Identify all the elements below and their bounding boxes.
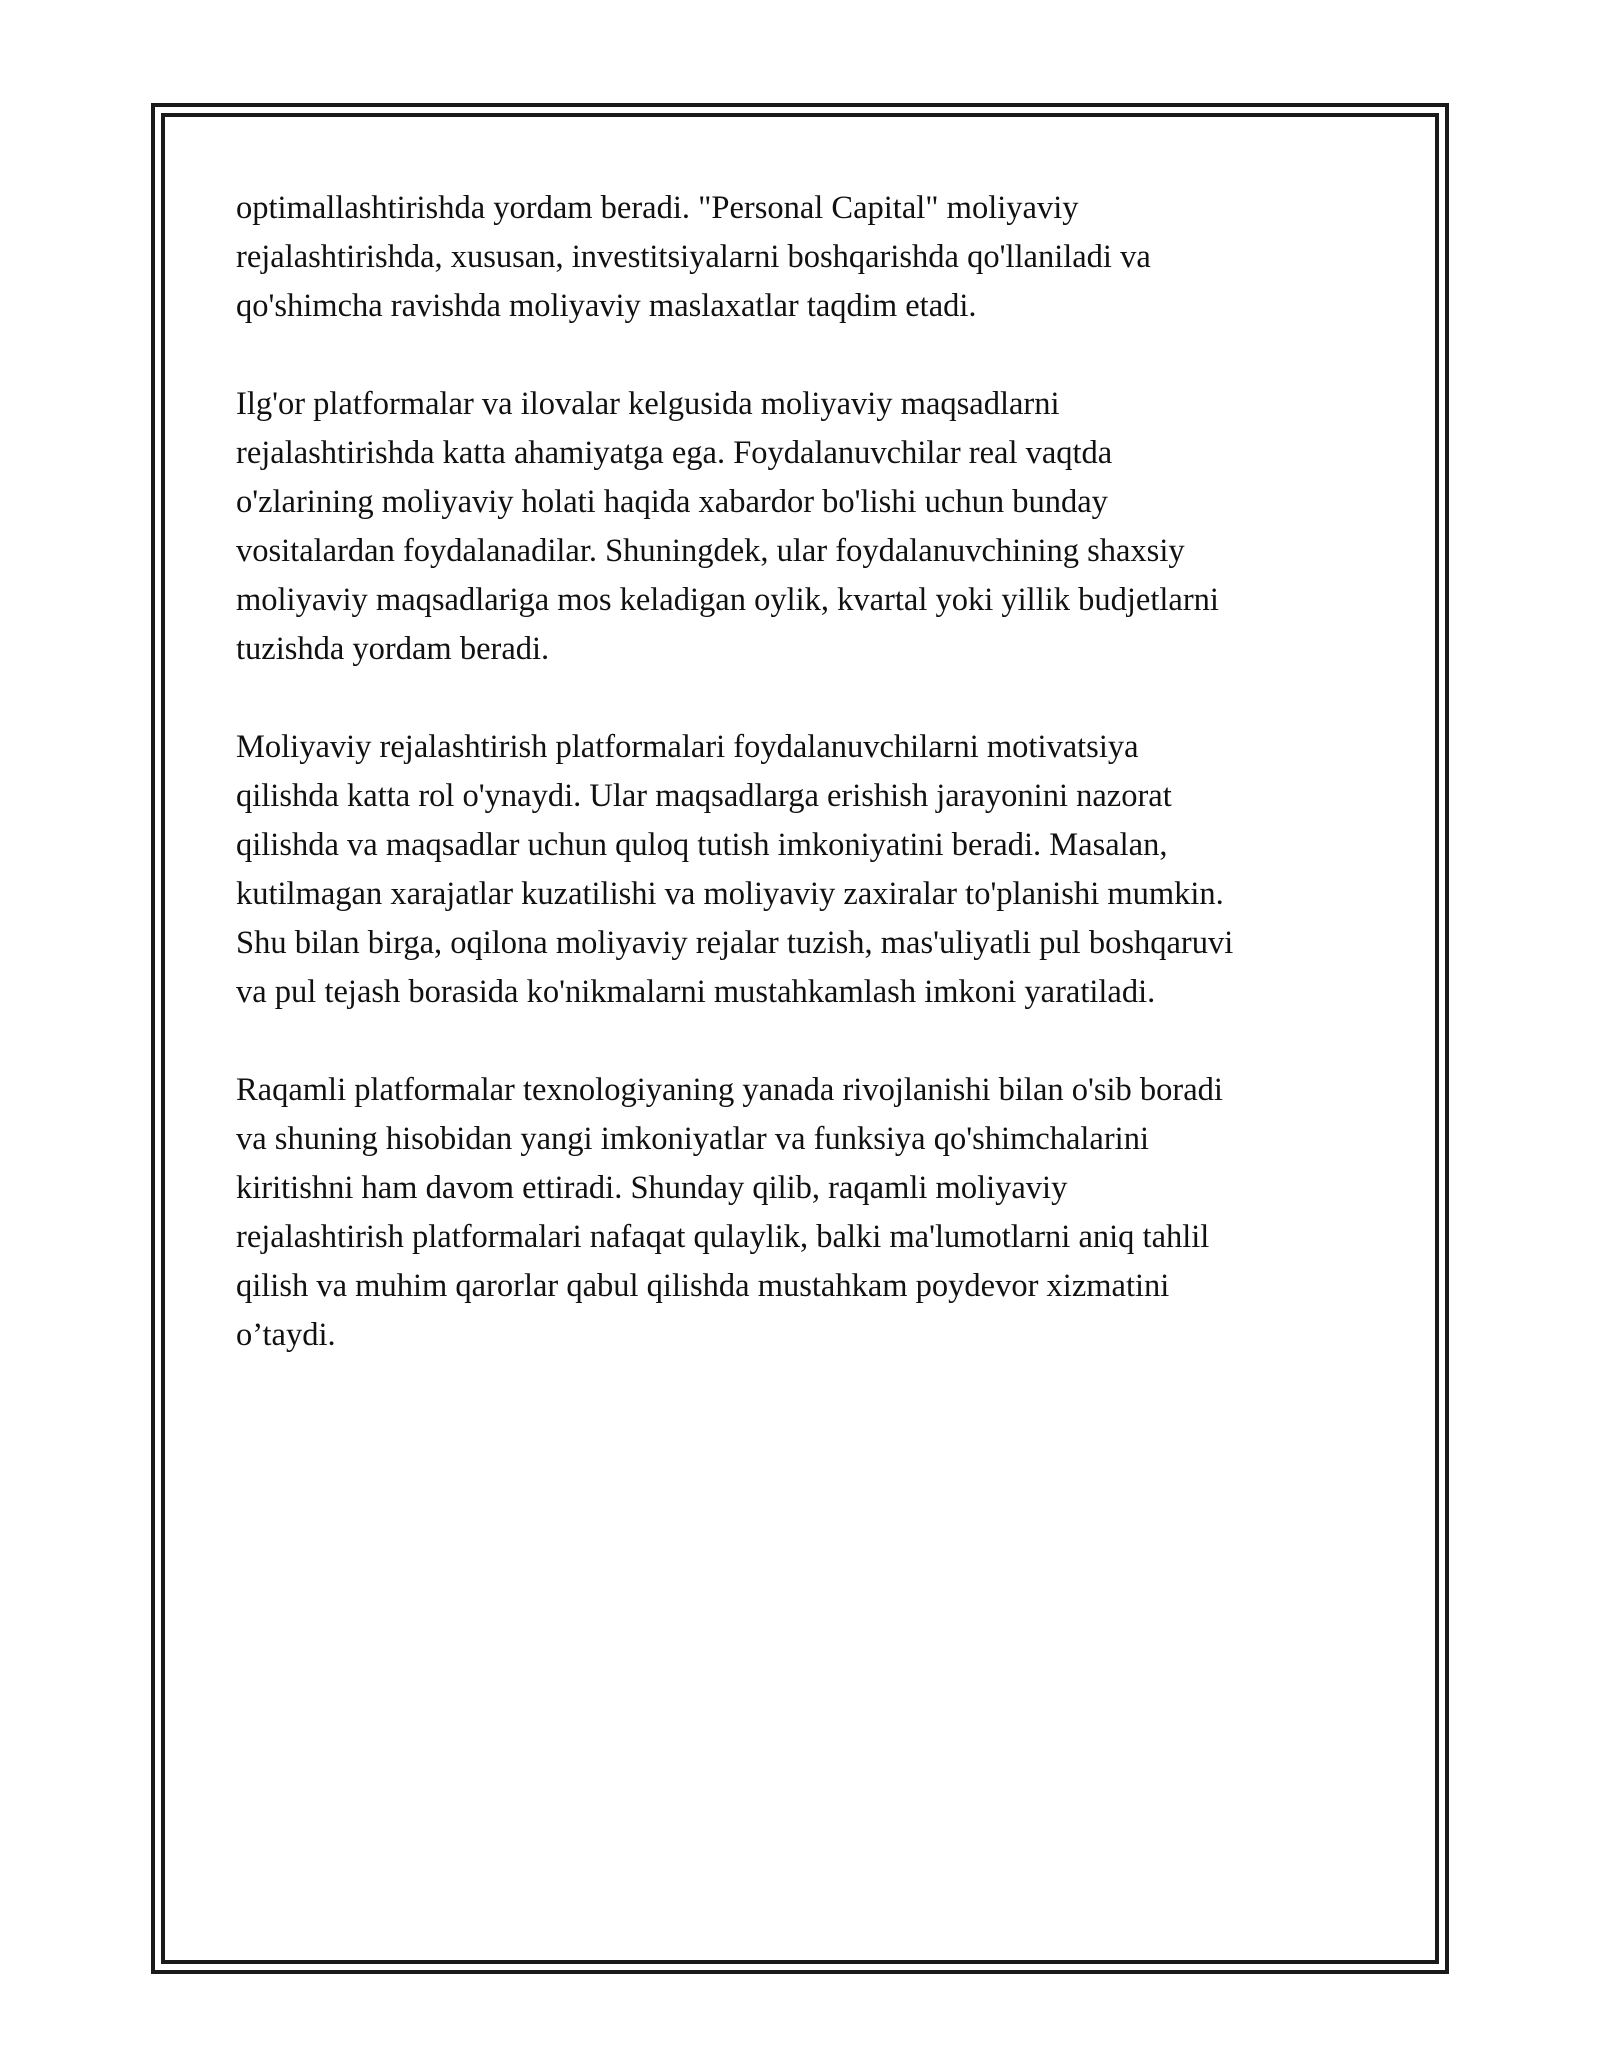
text-line: Moliyaviy rejalashtirish platformalari foydalanuvchilarni motivatsiya bbox=[236, 729, 1139, 765]
text-line: rejalashtirishda katta ahamiyatga ega. Foydalanuvchilar real vaqtda bbox=[236, 435, 1113, 471]
paragraph bbox=[236, 1066, 1376, 1360]
text-line: Shu bilan birga, oqilona moliyaviy rejalar tuzish, mas'uliyatli pul boshqaruvi bbox=[236, 925, 1234, 961]
text-line: o’taydi. bbox=[236, 1317, 336, 1353]
text-line: qo'shimcha ravishda moliyaviy maslaxatlar taqdim etadi. bbox=[236, 288, 977, 324]
paragraph bbox=[236, 723, 1376, 1017]
paragraph bbox=[236, 380, 1376, 674]
text-line: tuzishda yordam beradi. bbox=[236, 631, 550, 667]
text-line: optimallashtirishda yordam beradi. "Personal Capital" moliyaviy bbox=[236, 190, 1079, 226]
text-line: kiritishni ham davom ettiradi. Shunday qilib, raqamli moliyaviy bbox=[236, 1170, 1068, 1206]
text-line: rejalashtirish platformalari nafaqat qulaylik, balki ma'lumotlarni aniq tahlil bbox=[236, 1219, 1210, 1255]
text-line: moliyaviy maqsadlariga mos keladigan oylik, kvartal yoki yillik budjetlarni bbox=[236, 582, 1219, 618]
text-line: qilishda va maqsadlar uchun quloq tutish imkoniyatini beradi. Masalan, bbox=[236, 827, 1168, 863]
document-body bbox=[236, 184, 1376, 1409]
text-line: Ilg'or platformalar va ilovalar kelgusida moliyaviy maqsadlarni bbox=[236, 386, 1060, 422]
text-line: qilishda katta rol o'ynaydi. Ular maqsadlarga erishish jarayonini nazorat bbox=[236, 778, 1172, 814]
text-line: Raqamli platformalar texnologiyaning yanada rivojlanishi bilan o'sib boradi bbox=[236, 1072, 1223, 1108]
text-line: qilish va muhim qarorlar qabul qilishda mustahkam poydevor xizmatini bbox=[236, 1268, 1170, 1304]
paragraph bbox=[236, 184, 1376, 331]
text-line: o'zlarining moliyaviy holati haqida xabardor bo'lishi uchun bunday bbox=[236, 484, 1108, 520]
text-line: va shuning hisobidan yangi imkoniyatlar va funksiya qo'shimchalarini bbox=[236, 1121, 1149, 1157]
text-line: va pul tejash borasida ko'nikmalarni mustahkamlash imkoni yaratiladi. bbox=[236, 974, 1156, 1010]
text-line: rejalashtirishda, xususan, investitsiyalarni boshqarishda qo'llaniladi va bbox=[236, 239, 1151, 275]
text-line: kutilmagan xarajatlar kuzatilishi va moliyaviy zaxiralar to'planishi mumkin. bbox=[236, 876, 1224, 912]
text-line: vositalardan foydalanadilar. Shuningdek, ular foydalanuvchining shaxsiy bbox=[236, 533, 1185, 569]
